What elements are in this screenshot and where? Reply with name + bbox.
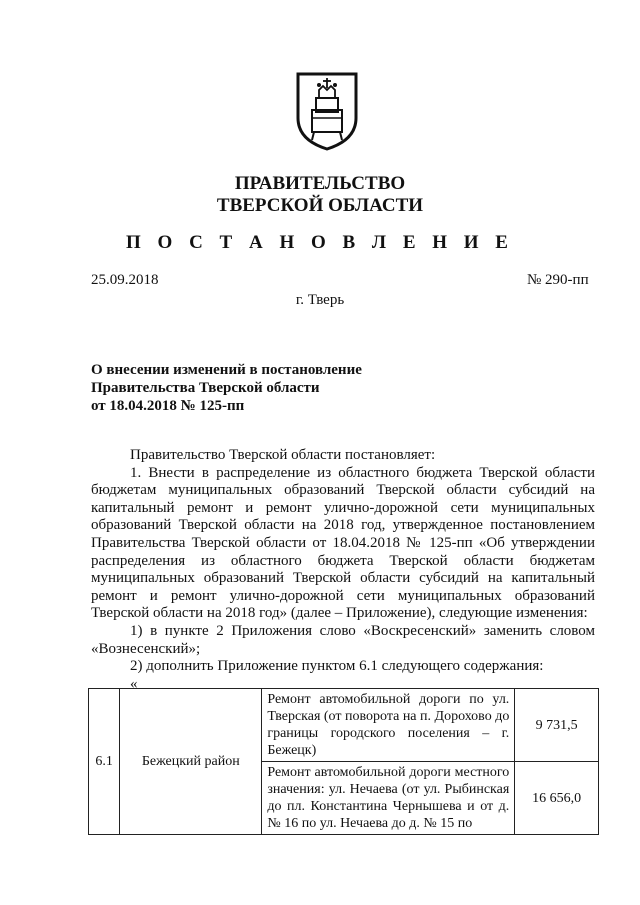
subject-line2: Правительства Тверской области: [91, 380, 320, 396]
org-name-line1: ПРАВИТЕЛЬСТВО: [234, 173, 406, 194]
subitem2-paragraph: 2) дополнить Приложение пунктом 6.1 следующего содержания:: [130, 658, 544, 675]
subject-line3: от 18.04.2018 № 125-пп: [91, 398, 245, 414]
opening-quote-mark: «: [130, 675, 138, 692]
description-cell: Ремонт автомобильной дороги местного значения: ул. Нечаева (от ул. Рыбинская до пл. Константина Чернышева и от д. № 16 по ул. Нечаева до д. № 15 по: [262, 762, 515, 835]
preamble-paragraph: Правительство Тверской области постановляет:: [130, 447, 436, 463]
org-name-line2: ТВЕРСКОЙ ОБЛАСТИ: [216, 195, 424, 216]
amount-cell: 16 656,0: [515, 762, 599, 835]
subject-line1: О внесении изменений в постановление: [91, 362, 362, 378]
row-number-cell: 6.1: [89, 689, 120, 835]
item1-paragraph: 1. Внести в распределение из областного бюджета Тверской области бюджетам муниципальных образований Тверской области субсидий на капитальный ремонт и ремонт улично-дорожной сети муниципальных образований Тверской области на 2018 год, утвержденное постановлением Правительства Тверской области от 18.04.2018 № 125-пп «Об утверждении распределения из областного бюджета Тверской области бюджетам муниципальных образований Тверской области субсидий на капитальный ремонт и ремонт улично-дорожной сети муниципальных образований Тверской области на 2018 год» (далее – Приложение), следующие изменения:: [91, 464, 595, 622]
description-cell: Ремонт автомобильной дороги по ул. Тверская (от поворота на п. Дорохово до границы городского поселения – г. Бежецк): [262, 689, 515, 762]
document-number: № 290-пп: [527, 272, 589, 288]
subject-heading: [91, 361, 362, 415]
district-cell: Бежецкий район: [120, 689, 262, 835]
amount-cell: 9 731,5: [515, 689, 599, 762]
table-row: [89, 689, 599, 762]
subitem1-paragraph: 1) в пункте 2 Приложения слово «Воскресенский» заменить словом «Вознесенский»;: [91, 622, 595, 657]
document-date: 25.09.2018: [91, 272, 159, 288]
document-body: [91, 447, 595, 693]
document-city: г. Тверь: [295, 292, 345, 308]
inserted-item-table: [88, 688, 599, 835]
document-type-title: П О С Т А Н О В Л Е Н И Е: [126, 232, 514, 253]
coat-of-arms-emblem: [292, 70, 362, 152]
